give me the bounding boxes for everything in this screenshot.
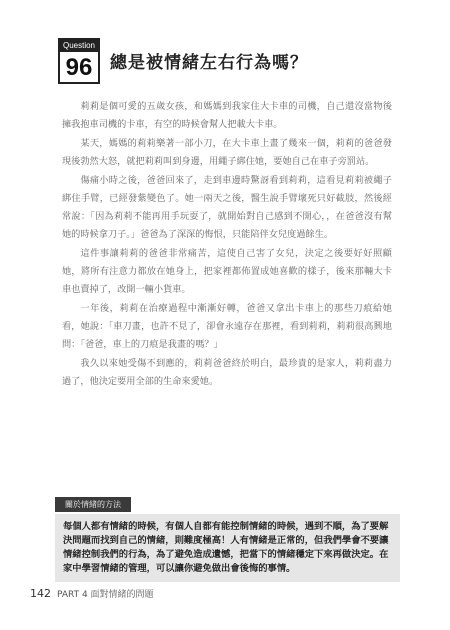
page-title: 總是被情緒左右行為嗎？ <box>110 53 308 73</box>
question-badge <box>58 38 100 84</box>
callout-box <box>55 492 400 582</box>
paragraph: 這件事讓莉莉的爸爸非常痛苦，這使自己害了女兒，決定之後要好好照顧她，將所有注意力都放在她身上，把家裡都佈置成她喜歡的樣子，後來那輛大卡車也賣掉了，改開一輛小貨車。 <box>62 248 392 295</box>
paragraph: 一年後，莉莉在治療過程中漸漸好轉，爸爸又拿出卡車上的那些刀痕給她看，她說：「車刀畫，也許不見了，卻會永遠存在那裡，看到莉莉，莉莉很高興地問：「爸爸，車上的刀痕是我畫的嗎？」 <box>62 303 392 350</box>
question-label: Question <box>60 40 98 52</box>
body-text <box>62 98 392 392</box>
paragraph: 某天，媽媽的莉莉樂著一部小刀，在大卡車上畫了幾來一個，莉莉的爸爸發現後勃然大怒，就把莉莉叫到身邊，用繩子綁住她，要她自己在車子旁罰站。 <box>62 138 392 167</box>
footer-section: PART 4 面對情緒的問題 <box>57 590 154 600</box>
paragraph: 傷痛小時之後，爸爸回來了，走到車邊時驚訝看到莉莉，這看見莉莉被繩子綁住手臂，已經發紫變色了。她一兩天之後，醫生說手臂壞死只好截肢，然後經常說：「因為莉莉不能再用手玩耍了，就開始對自己感到不開心，，在爸爸沒有幫她的時候拿刀子。」爸爸為了深深的悔恨，只能陪伴女兒度過餘生。 <box>62 175 392 240</box>
paragraph: 莉莉是個可愛的五歲女孩，和媽媽到我家住大卡車的司機，自己還沒當物後擁我抱車司機的卡車，有空的時候會幫人把載大卡車。 <box>62 101 392 130</box>
page-footer <box>30 587 154 600</box>
callout-tag: 關於情緒的方法 <box>55 497 131 512</box>
question-number: 96 <box>65 54 93 81</box>
callout-text: 每個人都有情緒的時候，有個人自都有能控制情緒的時候，遇到不順，為了要解決問題而找到自己的情緒，則難度極高！人有情緒是正常的，但我們學會不要讓情緒控制我們的行為，為了避免造成遺憾，把當下的情緒穩定下來再做決定。在家中學習情緒的管理，可以讓你避免做出會後悔的事情。 <box>55 514 400 582</box>
page-number: 142 <box>30 587 51 600</box>
paragraph: 我久以來她受傷不到應的，莉莉爸爸終於明白，最珍貴的是家人，莉莉盡力過了，他決定要用全部的生命來愛她。 <box>62 358 392 387</box>
